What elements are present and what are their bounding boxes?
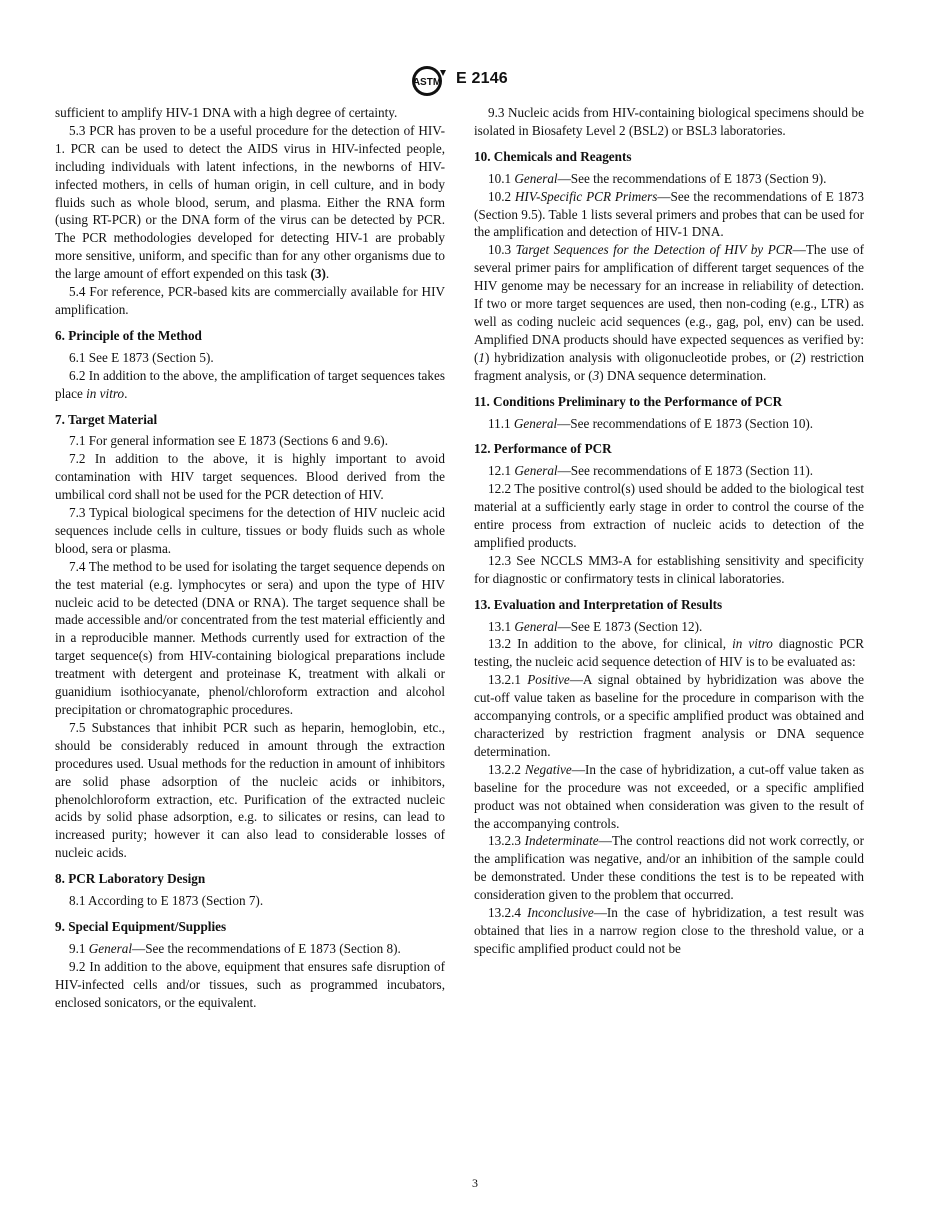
text-run: in vitro [86,385,125,401]
text-run: 10.2 [488,188,515,204]
text-run: 6. Principle of the Method [55,327,202,343]
paragraph [474,635,864,671]
text-run: ) restriction fragment analysis, or ( [474,349,865,383]
text-run: ) hybridization analysis with oligonucleotide probes, or ( [485,349,795,365]
text-run: —See the recommendations of E 1873 (Section 9). [557,170,827,186]
paragraph [474,618,864,636]
text-run: —The use of several primer pairs for amplification of different target sequences of the HIV genome may be necessary for an increase in reliability of detection. If two or more target sequences are used, then non-coding (e.g., LTR) as well as coding nucleic acid sequences (e.g., gag, pol, env) can be used. Amplified DNA products should have expected sequences as verified by: ( [474,242,864,365]
page-number: 3 [472,1176,478,1190]
left-column [55,104,445,1012]
text-run: Target Sequences for the Detection of HIV by PCR [515,242,793,258]
text-run: 13.1 [488,618,515,634]
paragraph [55,104,445,122]
paragraph [55,558,445,719]
section-heading [474,596,864,614]
paragraph [474,671,864,761]
text-run: —See recommendations of E 1873 (Section 11). [557,463,814,479]
section-heading [55,918,445,936]
text-run: HIV-Specific PCR Primers [514,188,658,204]
text-run: —See the recommendations of E 1873 (Section 9.5). Table 1 lists several primers and probes that can be used for the amplification and detection of HIV-1 DNA. [474,188,864,240]
paragraph [55,719,445,862]
text-run: Indeterminate [524,833,599,849]
text-run: Positive [527,672,570,688]
text-run: 5.4 For reference, PCR-based kits are commercially available for HIV amplification. [55,284,445,317]
text-run: 13.2.2 [488,761,525,777]
text-run: 6.2 In addition to the above, the amplification of target sequences takes place [55,367,445,401]
text-run: sufficient to amplify HIV-1 DNA with a high degree of certainty. [55,105,398,120]
text-run: 9. Special Equipment/Supplies [55,918,227,934]
text-run: General [514,463,558,479]
text-run: 5.3 PCR has proven to be a useful procedure for the detection of HIV-1. PCR can be used to detect the AIDS virus in HIV-infected people, including individuals with latent infections, in the newborns of HIV-infected mothers, in cells of human origin, in cell culture, and in body fluids such as whole blood, serum, and plasma. Either the RNA form (using RT-PCR) or the DNA form of the virus can be detected by PCR. The PCR methodologies developed for detecting HIV-1 are probably more sensitive, uniform, and specific than for any other organisms due to the large amount of effort expended on this task [55,122,445,282]
text-run: (3) [310,266,326,282]
paragraph [474,904,864,958]
section-heading [55,411,445,429]
text-run: 10.3 [488,242,516,258]
text-run: 7.3 Typical biological specimens for the detection of HIV nucleic acid sequences include cells in culture, tissues or body fluids such as whole blood, sera or plasma. [55,505,445,556]
section-heading [55,327,445,345]
text-run: 9.3 Nucleic acids from HIV-containing biological specimens should be isolated in Biosafety Level 2 (BSL2) or BSL3 laboratories. [474,105,864,138]
text-run: diagnostic PCR testing, the nucleic acid sequence detection of HIV is to be evaluated as: [474,636,864,670]
paragraph [474,104,864,140]
paragraph [55,283,445,319]
paragraph [474,832,864,904]
paragraph [55,958,445,1012]
text-run: Inconclusive [527,905,594,921]
text-run: 11.1 [488,415,514,431]
paragraph [55,349,445,367]
text-run: 10. Chemicals and Reagents [474,148,632,164]
text-run: 1 [478,349,485,365]
text-run: . [325,266,330,282]
section-heading [55,870,445,888]
paragraph [474,552,864,588]
svg-text:ASTM: ASTM [412,77,442,88]
text-run: 12.1 [488,463,515,479]
text-run: —See E 1873 (Section 12). [557,618,703,634]
text-run: 12.2 The positive control(s) used should be added to the biological test material at a sufficiently early stage in order to control the course of the entire process from extraction of nucleic acids to detection of the amplified products. [474,481,864,550]
text-run: General [514,618,558,634]
section-heading [474,440,864,458]
text-run: 7.2 In addition to the above, it is highly important to avoid contamination with HIV target sequences. Blood derived from the umbilical cord shall not be used for the PCR detection of HIV. [55,451,445,503]
text-run: in vitro [732,636,773,652]
text-run: —See the recommendations of E 1873 (Section 8). [132,940,401,956]
text-run: 7.4 The method to be used for isolating the target sequence depends on the test material (e.g. lymphocytes or sera) and upon the type of HIV nucleic acid to be detected (DNA or RNA). The target sequence shall be made accessible and/or concentrated from the test material efficiently and in a reproducible manner. Methods currently used for extraction of the target sequence(s) from HIV-containing biological preparations include treatment with detergent and proteinase K, treatment with alkali or guanidium isothiocyanate, phenol/chloroform extraction and alcohol precipitation or chromatographic procedures. [55,558,445,717]
text-run: 13.2.1 [488,672,528,688]
paragraph [55,367,445,403]
text-run: . [124,385,128,401]
paragraph [474,170,864,188]
text-run: General [88,940,132,956]
section-heading [474,393,864,411]
text-run: 9.2 In addition to the above, equipment that ensures safe disruption of HIV-infected cells and/or tissues, such as programmed incubators, enclosed sonicators, or the equivalent. [55,958,445,1010]
paragraph [55,450,445,504]
paragraph [474,415,864,433]
standard-designation: E 2146 [456,70,508,87]
text-run: 2 [794,349,802,365]
text-run: 7.1 For general information see E 1873 (Sections 6 and 9.6). [69,433,388,449]
text-run: 3 [592,367,600,383]
paragraph [474,241,864,384]
text-run: 10.1 [488,170,515,186]
text-run: 8. PCR Laboratory Design [55,871,206,887]
text-run: 7.5 Substances that inhibit PCR such as heparin, hemoglobin, etc., should be considerably reduced in amount through the extraction procedures used. Usual methods for the reduction in amount of inhibitors are solid phase adsorption of the nucleic acids or inhibitors, phenolchloroform extraction, etc. Purification of the extracted nucleic acids by solid phase adsorption, e.g. to silicates or resins, can lead to increased purity; however it can also lead to considerable losses of nucleic acids. [55,719,445,861]
text-run: 11. Conditions Preliminary to the Performance of PCR [474,393,783,409]
text-run: 12.3 See NCCLS MM3-A for establishing sensitivity and specificity for diagnostic or confirmatory tests in clinical laboratories. [474,552,864,586]
text-run: 13.2 In addition to the above, for clinical, [488,636,733,652]
paragraph [55,892,445,910]
text-run: 13.2.4 [488,905,528,921]
text-run: 7. Target Material [55,411,158,427]
paragraph [474,462,864,480]
paragraph [474,480,864,552]
paragraph [55,122,445,283]
text-run: 6.1 See E 1873 (Section 5). [69,349,214,365]
paragraph [55,504,445,558]
text-run: ) DNA sequence determination. [599,367,767,383]
paragraph [55,940,445,958]
paragraph [55,432,445,450]
text-run: 8.1 According to E 1873 (Section 7). [69,893,264,909]
astm-logo-icon [410,64,452,98]
text-run: —In the case of hybridization, a cut-off value taken as baseline for the procedure was not exceeded, or a specific amplified product was not obtained when consideration was given to the result of the accompanying controls. [474,761,865,831]
paragraph [474,761,864,833]
text-run: General [514,170,558,186]
text-run: Negative [524,761,572,777]
right-column [474,104,864,958]
text-run: 13. Evaluation and Interpretation of Results [474,596,723,612]
text-run: General [513,415,558,431]
section-heading [474,148,864,166]
paragraph [474,188,864,242]
text-run: —In the case of hybridization, a test result was obtained that lies in a narrow region close to the threshold value, or a specific amplified product could not be [474,905,864,956]
text-run: 12. Performance of PCR [474,441,612,457]
text-run: —See recommendations of E 1873 (Section 10). [557,415,814,431]
text-run: 9.1 [69,940,89,956]
page-header [0,64,950,98]
text-run: 13.2.3 [488,833,525,849]
text-run: —The control reactions did not work correctly, or the amplification was negative, and/or an inhibition of the sample could be demonstrated. Under these conditions the test is to be repeated with consideration given to the problem that occurred. [474,833,865,903]
text-run: —A signal obtained by hybridization was above the cut-off value taken as baseline for the procedure in comparison with the accompanying controls, or a specific amplified product was obtained and characterized by restriction fragment analysis or DNA sequence determination. [474,672,864,759]
